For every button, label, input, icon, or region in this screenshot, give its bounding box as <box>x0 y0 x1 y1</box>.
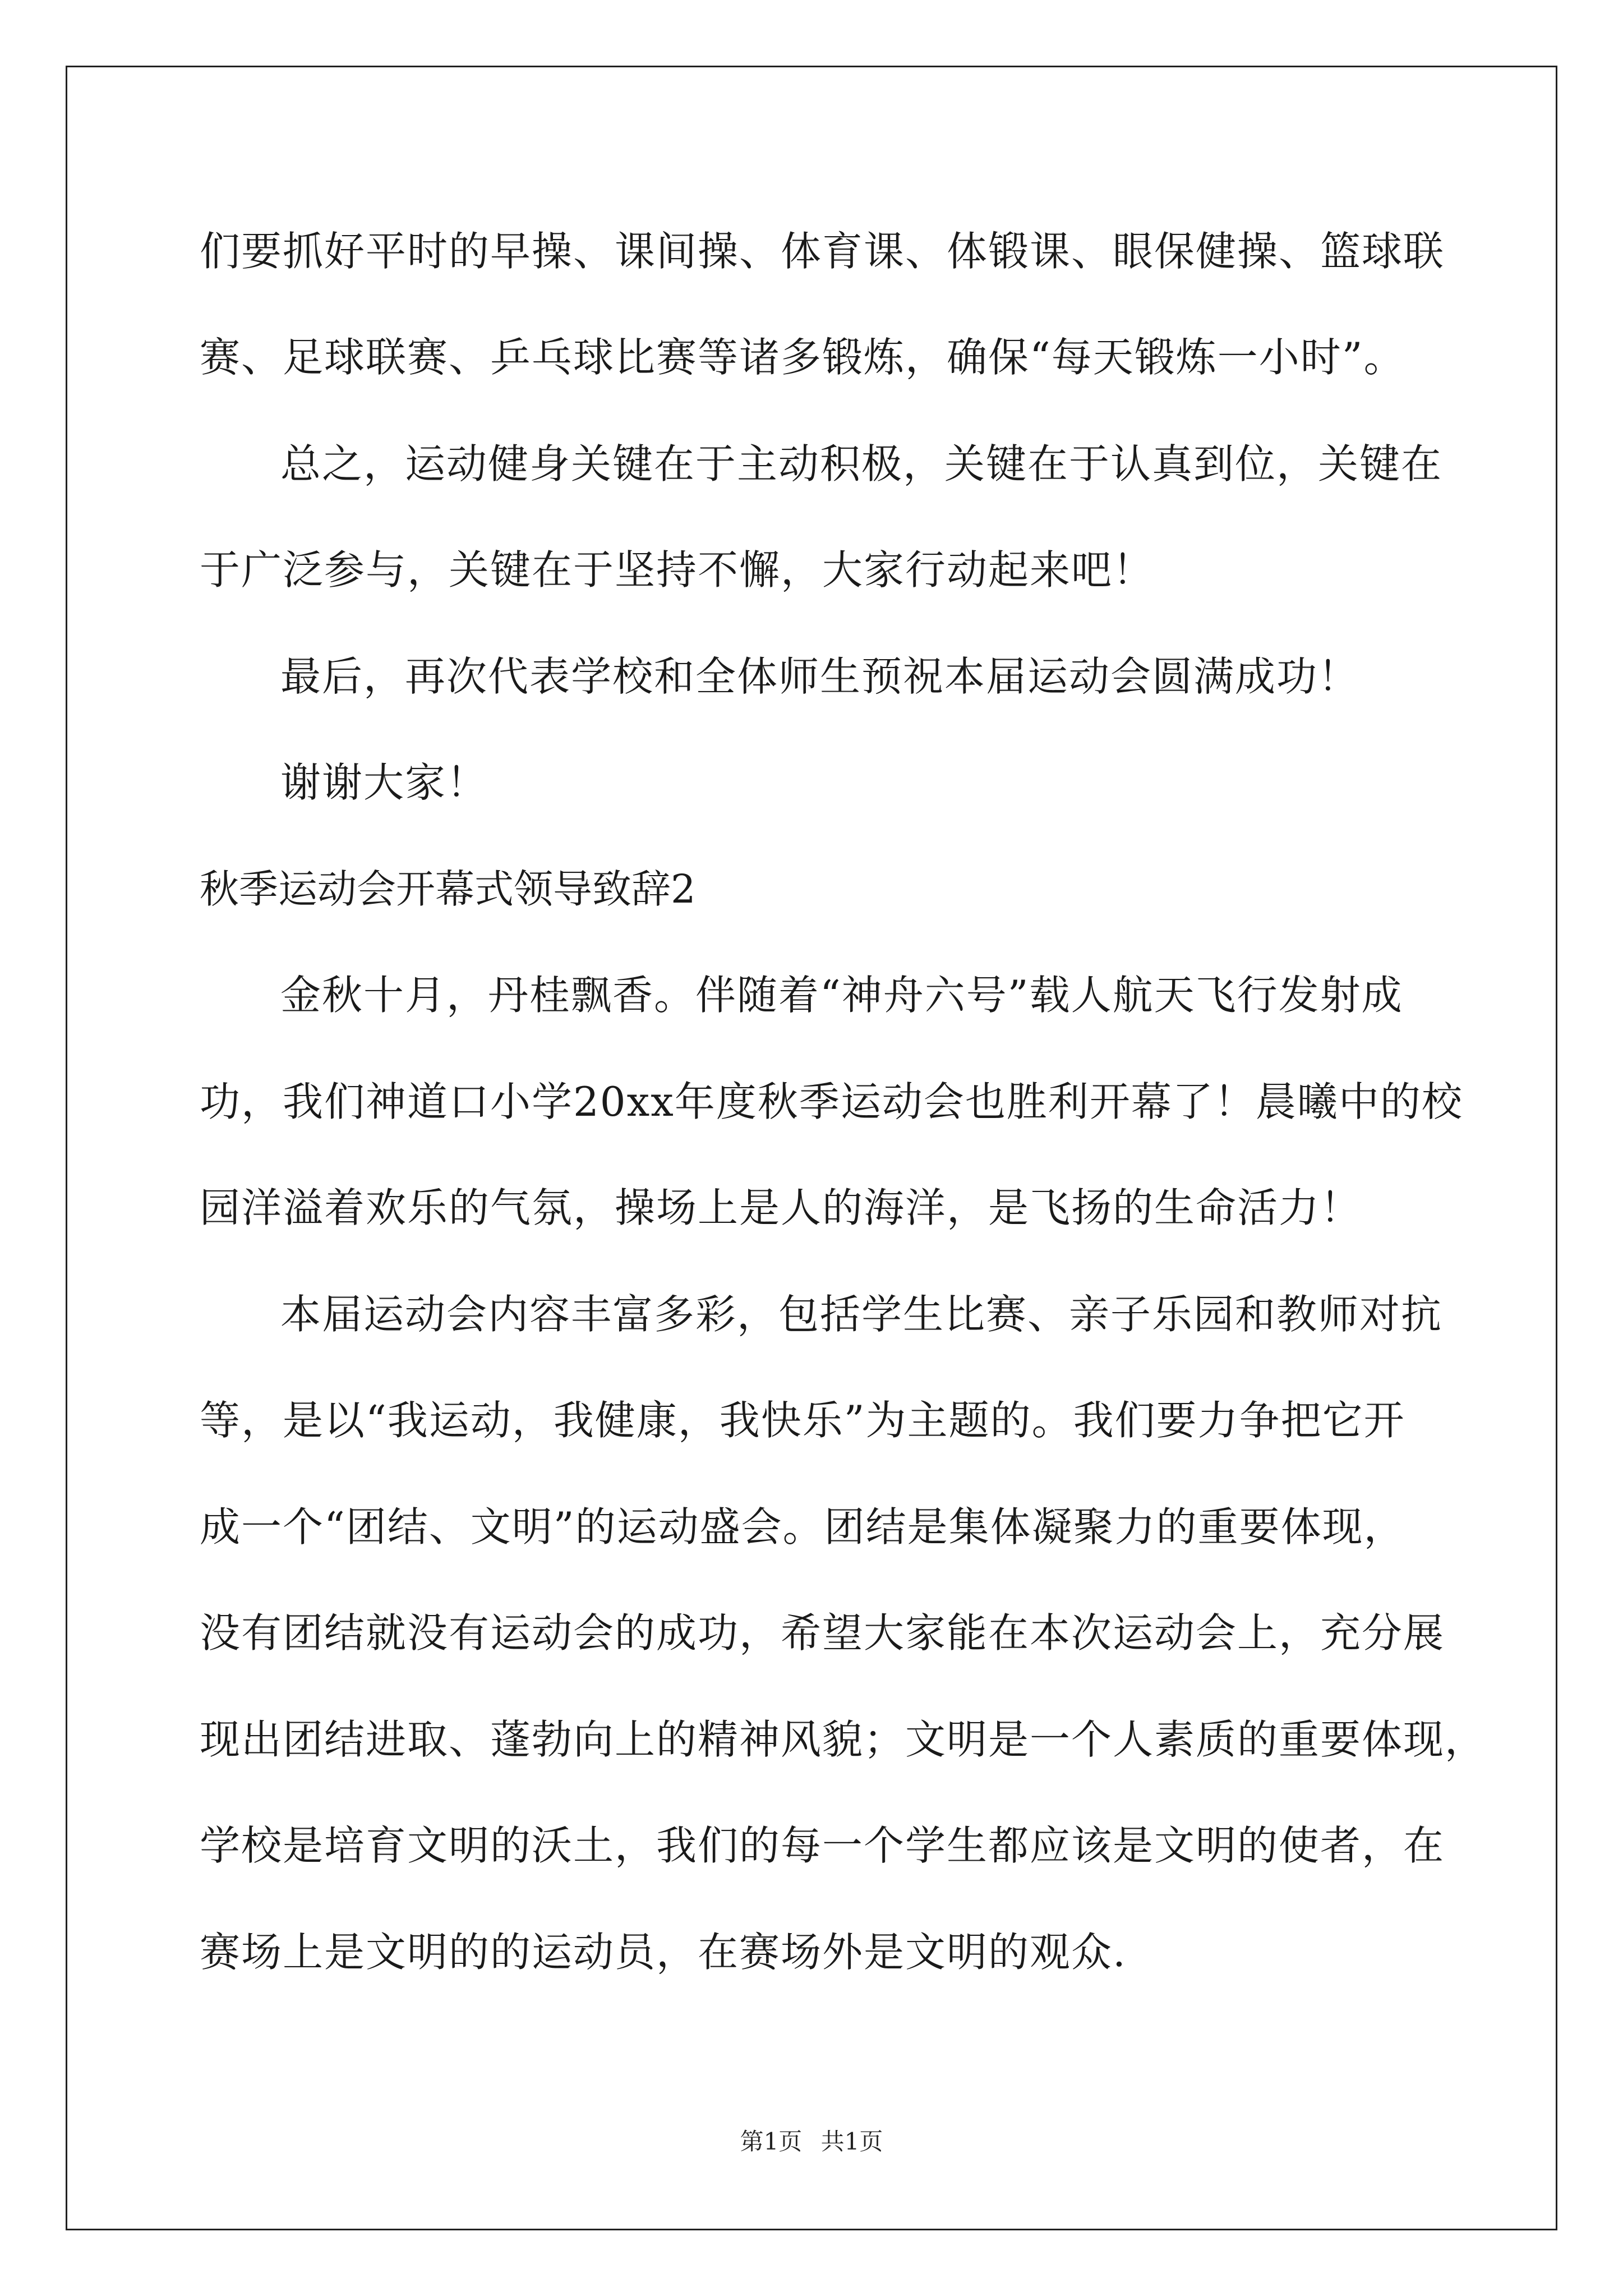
text-line: 赛场上是文明的的运动员，在赛场外是文明的观众. <box>200 1929 1127 1976</box>
page-border <box>66 66 1557 2230</box>
text-line: 们要抓好平时的早操、课间操、体育课、体锻课、眼保健操、篮球联 <box>200 228 1445 275</box>
paragraph-start: 总之，运动健身关键在于主动积极，关键在于认真到位，关键在 <box>280 440 1443 487</box>
page-total: 共1页 <box>820 2128 883 2155</box>
paragraph-start: 金秋十月，丹桂飘香。伴随着“神舟六号”载人航天飞行发射成 <box>280 972 1403 1019</box>
page-footer <box>0 2125 1623 2159</box>
paragraph-start: 本届运动会内容丰富多彩，包括学生比赛、亲子乐园和教师对抗 <box>280 1291 1443 1338</box>
text-line: 成一个“团结、文明”的运动盛会。团结是集体凝聚力的重要体现， <box>200 1503 1405 1550</box>
page-number: 第1页 <box>740 2128 803 2155</box>
text-line: 园洋溢着欢乐的气氛，操场上是人的海洋，是飞扬的生命活力！ <box>200 1184 1362 1231</box>
text-line: 功，我们神道口小学20xx年度秋季运动会也胜利开幕了！晨曦中的校 <box>200 1078 1463 1125</box>
text-line: 于广泛参与，关键在于坚持不懈，大家行动起来吧！ <box>200 546 1155 593</box>
text-line: 学校是培育文明的沃土，我们的每一个学生都应该是文明的使者，在 <box>200 1822 1445 1869</box>
text-line: 等，是以“我运动，我健康，我快乐”为主题的。我们要力争把它开 <box>200 1397 1405 1444</box>
section-heading: 秋季运动会开幕式领导致辞2 <box>200 866 696 912</box>
text-line: 现出团结进取、蓬勃向上的精神风貌；文明是一个人素质的重要体现， <box>200 1716 1487 1763</box>
paragraph-start: 最后，再次代表学校和全体师生预祝本届运动会圆满成功！ <box>280 653 1360 700</box>
closing-line: 谢谢大家！ <box>280 759 488 806</box>
text-line: 赛、足球联赛、乒乓球比赛等诸多锻炼，确保“每天锻炼一小时”。 <box>200 334 1405 381</box>
text-line: 没有团结就没有运动会的成功，希望大家能在本次运动会上，充分展 <box>200 1609 1445 1657</box>
